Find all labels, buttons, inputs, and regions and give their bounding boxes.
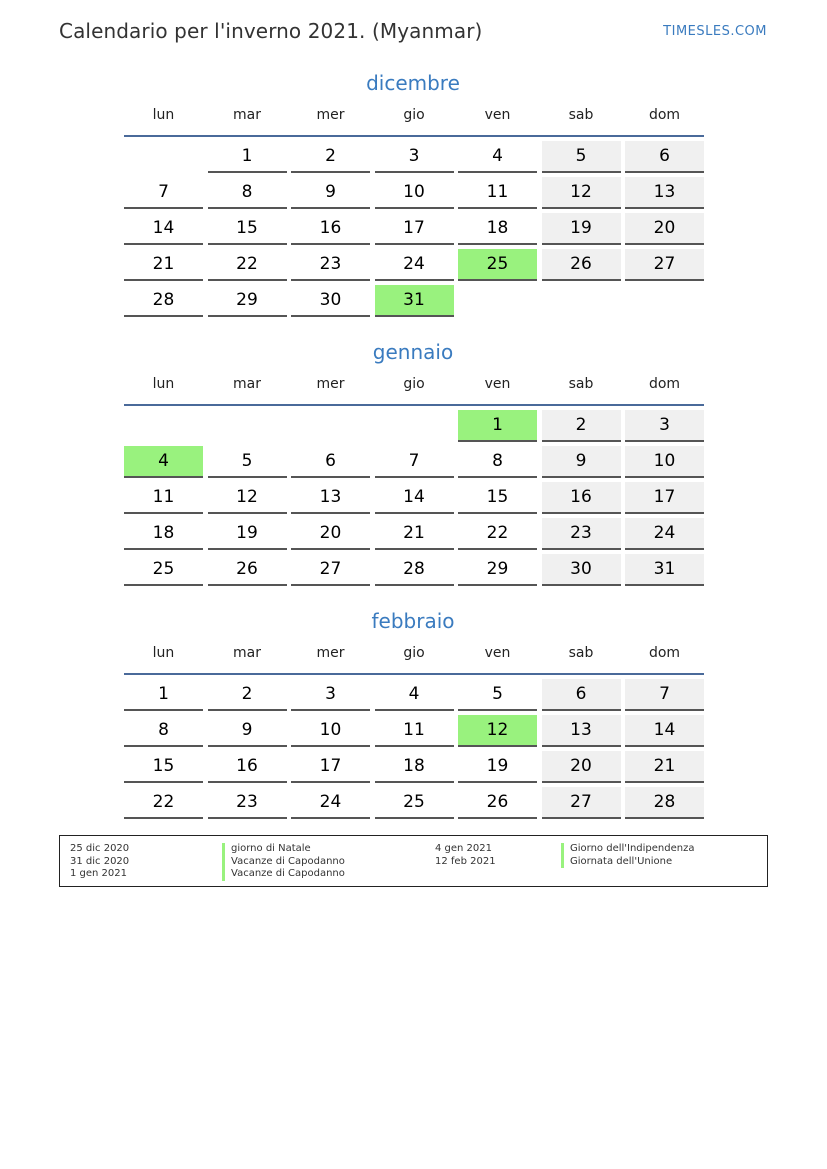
day-cell: 3 [625, 410, 704, 442]
legend-date: 31 dic 2020 [70, 855, 130, 867]
empty-day-cell [124, 410, 203, 442]
weekday-header [124, 105, 704, 137]
day-cell: 17 [291, 751, 370, 783]
day-cell: 8 [458, 446, 537, 478]
day-cell: 12 [458, 715, 537, 747]
day-cell: 21 [625, 751, 704, 783]
day-cell: 25 [375, 787, 454, 819]
day-cell: 1 [458, 410, 537, 442]
day-cell: 17 [375, 213, 454, 245]
day-cell: 3 [375, 141, 454, 173]
weekday-label: lun [152, 376, 175, 392]
day-cell: 28 [375, 554, 454, 586]
day-cell: 24 [625, 518, 704, 550]
page-title: Calendario per l'inverno 2021. (Myanmar) [59, 19, 483, 43]
day-cell: 25 [124, 554, 203, 586]
day-cell: 20 [291, 518, 370, 550]
legend-holiday-name: giorno di Natale [222, 843, 345, 856]
week-row [124, 482, 704, 514]
month-febbraio [124, 607, 704, 819]
day-cell: 4 [375, 679, 454, 711]
week-row [124, 446, 704, 478]
day-cell: 13 [542, 715, 621, 747]
legend-holiday-name: Giorno dell'Indipendenza [561, 843, 695, 856]
week-row [124, 751, 704, 783]
weekday-header [124, 643, 704, 675]
month-dicembre [124, 69, 704, 317]
day-cell: 31 [375, 285, 454, 317]
day-cell: 29 [458, 554, 537, 586]
holiday-legend [59, 835, 768, 887]
day-cell: 6 [291, 446, 370, 478]
week-row [124, 285, 704, 317]
day-cell: 16 [542, 482, 621, 514]
day-cell: 3 [291, 679, 370, 711]
day-cell: 1 [124, 679, 203, 711]
empty-day-cell [542, 285, 621, 317]
legend-dates-left [70, 843, 129, 881]
day-cell: 13 [291, 482, 370, 514]
day-cell: 4 [124, 446, 203, 478]
legend-date: 4 gen 2021 [435, 843, 493, 854]
weekday-label: gio [403, 376, 425, 392]
day-cell: 5 [458, 679, 537, 711]
day-cell: 10 [625, 446, 704, 478]
weekday-label: mar [233, 107, 261, 123]
day-cell: 25 [458, 249, 537, 281]
weekday-label: mer [316, 645, 345, 661]
weekday-label: sab [568, 107, 594, 123]
week-row [124, 554, 704, 586]
site-link[interactable]: TIMESLES.COM [663, 24, 767, 39]
day-cell: 19 [458, 751, 537, 783]
weekday-label: lun [152, 645, 175, 661]
day-cell: 10 [375, 177, 454, 209]
day-cell: 23 [208, 787, 287, 819]
weekday-label: dom [648, 376, 681, 392]
day-cell: 16 [208, 751, 287, 783]
empty-day-cell [124, 141, 203, 173]
week-row [124, 518, 704, 550]
day-cell: 12 [208, 482, 287, 514]
week-row [124, 787, 704, 819]
week-row [124, 249, 704, 281]
day-cell: 27 [542, 787, 621, 819]
day-cell: 14 [625, 715, 704, 747]
legend-names-left [222, 843, 345, 881]
day-cell: 2 [208, 679, 287, 711]
month-name: dicembre [366, 71, 460, 95]
day-cell: 26 [208, 554, 287, 586]
weekday-label: sab [568, 376, 594, 392]
day-cell: 5 [542, 141, 621, 173]
day-cell: 28 [124, 285, 203, 317]
day-cell: 14 [375, 482, 454, 514]
weekday-label: mar [233, 376, 261, 392]
day-cell: 15 [208, 213, 287, 245]
month-name: gennaio [372, 340, 454, 364]
day-cell: 6 [542, 679, 621, 711]
day-cell: 7 [124, 177, 203, 209]
day-cell: 17 [625, 482, 704, 514]
day-cell: 20 [625, 213, 704, 245]
weekday-label: ven [484, 107, 511, 123]
day-cell: 9 [291, 177, 370, 209]
weekday-label: mar [233, 645, 261, 661]
weekday-label: mer [316, 107, 345, 123]
day-cell: 16 [291, 213, 370, 245]
day-cell: 2 [291, 141, 370, 173]
weekday-label: dom [648, 645, 681, 661]
empty-day-cell [625, 285, 704, 317]
weekday-label: mer [316, 376, 345, 392]
weekday-label: ven [484, 645, 511, 661]
week-row [124, 679, 704, 711]
empty-day-cell [291, 410, 370, 442]
week-row [124, 177, 704, 209]
day-cell: 28 [625, 787, 704, 819]
weekday-header [124, 374, 704, 406]
day-cell: 26 [542, 249, 621, 281]
day-cell: 6 [625, 141, 704, 173]
day-cell: 18 [375, 751, 454, 783]
weekday-label: gio [403, 645, 425, 661]
day-cell: 11 [124, 482, 203, 514]
week-row [124, 141, 704, 173]
day-cell: 8 [208, 177, 287, 209]
day-cell: 7 [375, 446, 454, 478]
day-cell: 27 [625, 249, 704, 281]
day-cell: 26 [458, 787, 537, 819]
day-cell: 23 [542, 518, 621, 550]
empty-day-cell [458, 285, 537, 317]
day-cell: 31 [625, 554, 704, 586]
empty-day-cell [208, 410, 287, 442]
day-cell: 22 [208, 249, 287, 281]
day-cell: 20 [542, 751, 621, 783]
day-cell: 19 [208, 518, 287, 550]
legend-holiday-name: Giornata dell'Unione [561, 856, 695, 869]
month-name: febbraio [371, 609, 455, 633]
day-cell: 15 [458, 482, 537, 514]
day-cell: 9 [542, 446, 621, 478]
day-cell: 27 [291, 554, 370, 586]
weekday-label: ven [484, 376, 511, 392]
weekday-label: dom [648, 107, 681, 123]
day-cell: 30 [542, 554, 621, 586]
empty-day-cell [375, 410, 454, 442]
day-cell: 10 [291, 715, 370, 747]
day-cell: 22 [458, 518, 537, 550]
legend-holiday-name: Vacanze di Capodanno [222, 856, 345, 869]
week-row [124, 213, 704, 245]
day-cell: 21 [375, 518, 454, 550]
day-cell: 12 [542, 177, 621, 209]
day-cell: 11 [458, 177, 537, 209]
day-cell: 15 [124, 751, 203, 783]
day-cell: 29 [208, 285, 287, 317]
day-cell: 9 [208, 715, 287, 747]
day-cell: 23 [291, 249, 370, 281]
legend-dates-right [435, 843, 496, 868]
day-cell: 14 [124, 213, 203, 245]
day-cell: 24 [375, 249, 454, 281]
week-row [124, 410, 704, 442]
weekday-label: lun [152, 107, 175, 123]
legend-date: 12 feb 2021 [435, 855, 496, 867]
legend-date: 25 dic 2020 [70, 843, 130, 854]
day-cell: 18 [458, 213, 537, 245]
day-cell: 22 [124, 787, 203, 819]
weekday-label: sab [568, 645, 594, 661]
week-row [124, 715, 704, 747]
day-cell: 19 [542, 213, 621, 245]
legend-names-right [561, 843, 695, 868]
day-cell: 2 [542, 410, 621, 442]
day-cell: 13 [625, 177, 704, 209]
legend-holiday-name: Vacanze di Capodanno [222, 868, 345, 881]
legend-date: 1 gen 2021 [70, 868, 128, 879]
weekday-label: gio [403, 107, 425, 123]
day-cell: 24 [291, 787, 370, 819]
day-cell: 18 [124, 518, 203, 550]
day-cell: 30 [291, 285, 370, 317]
day-cell: 5 [208, 446, 287, 478]
day-cell: 21 [124, 249, 203, 281]
month-gennaio [124, 338, 704, 586]
day-cell: 1 [208, 141, 287, 173]
day-cell: 11 [375, 715, 454, 747]
day-cell: 7 [625, 679, 704, 711]
day-cell: 8 [124, 715, 203, 747]
day-cell: 4 [458, 141, 537, 173]
